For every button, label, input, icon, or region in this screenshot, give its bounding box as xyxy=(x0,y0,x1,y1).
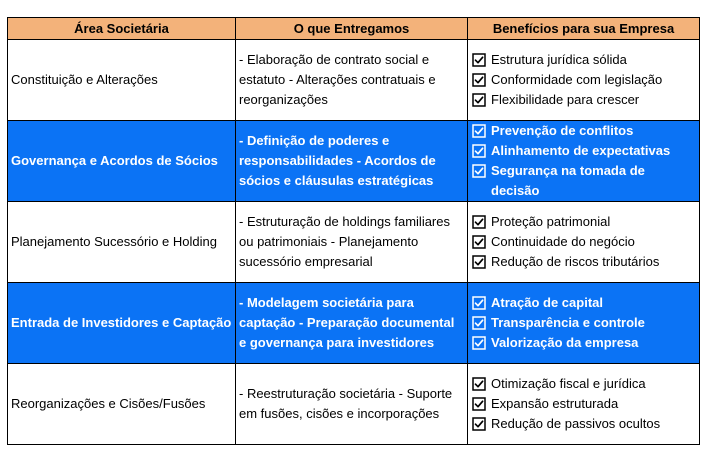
checkbox-checked-icon xyxy=(471,161,487,181)
checkbox-checked-icon xyxy=(471,232,487,252)
benefit-text: Valorização da empresa xyxy=(491,335,639,350)
checkbox-checked-icon xyxy=(471,212,487,232)
checkbox-checked-icon xyxy=(471,90,487,110)
benefit-text: Otimização fiscal e jurídica xyxy=(491,376,646,391)
benefit-item xyxy=(471,141,696,161)
checkbox-checked-icon xyxy=(471,141,487,161)
deliverables-cell: - Reestruturação societária - Suporte em fusões, cisões e incorporações xyxy=(236,364,468,445)
benefit-list xyxy=(471,293,696,353)
benefit-item xyxy=(471,252,696,272)
benefit-item xyxy=(471,90,696,110)
checkbox-checked-icon xyxy=(471,374,487,394)
benefits-cell xyxy=(468,40,700,121)
benefit-text: Redução de riscos tributários xyxy=(491,254,660,269)
benefit-text: Redução de passivos ocultos xyxy=(491,416,661,431)
table-row xyxy=(8,283,700,364)
benefit-item xyxy=(471,374,696,394)
benefit-list xyxy=(471,374,696,434)
services-table xyxy=(7,17,700,445)
header-area: Área Societária xyxy=(8,18,236,40)
table-row xyxy=(8,40,700,121)
checkbox-checked-icon xyxy=(471,121,487,141)
benefit-item xyxy=(471,161,696,201)
header-deliverables: O que Entregamos xyxy=(236,18,468,40)
checkbox-checked-icon xyxy=(471,70,487,90)
benefit-item xyxy=(471,394,696,414)
benefit-text: Alinhamento de expectativas xyxy=(491,143,671,158)
deliverables-cell: - Elaboração de contrato social e estatuto - Alterações contratuais e reorganizações xyxy=(236,40,468,121)
benefit-item xyxy=(471,313,696,333)
benefit-item xyxy=(471,414,696,434)
deliverables-cell: - Modelagem societária para captação - Preparação documental e governança para investidores xyxy=(236,283,468,364)
benefit-text: Expansão estruturada xyxy=(491,396,619,411)
area-cell: Reorganizações e Cisões/Fusões xyxy=(8,364,236,445)
benefit-text: Prevenção de conflitos xyxy=(491,123,634,138)
benefit-text: Atração de capital xyxy=(491,295,603,310)
benefit-text: Estrutura jurídica sólida xyxy=(491,52,627,67)
header-benefits: Benefícios para sua Empresa xyxy=(468,18,700,40)
deliverables-cell: - Definição de poderes e responsabilidades - Acordos de sócios e cláusulas estratégicas xyxy=(236,121,468,202)
benefit-item xyxy=(471,212,696,232)
area-cell: Governança e Acordos de Sócios xyxy=(8,121,236,202)
benefit-item xyxy=(471,50,696,70)
area-cell: Entrada de Investidores e Captação xyxy=(8,283,236,364)
benefit-text: Transparência e controle xyxy=(491,315,645,330)
benefits-cell xyxy=(468,121,700,202)
deliverables-cell: - Estruturação de holdings familiares ou patrimoniais - Planejamento sucessório empresarial xyxy=(236,202,468,283)
benefit-list xyxy=(471,121,696,201)
benefit-text: Proteção patrimonial xyxy=(491,214,611,229)
table-row xyxy=(8,364,700,445)
benefit-text: Conformidade com legislação xyxy=(491,72,663,87)
benefit-item xyxy=(471,293,696,313)
checkbox-checked-icon xyxy=(471,333,487,353)
benefit-item xyxy=(471,121,696,141)
checkbox-checked-icon xyxy=(471,414,487,434)
area-cell: Planejamento Sucessório e Holding xyxy=(8,202,236,283)
checkbox-checked-icon xyxy=(471,50,487,70)
table-body xyxy=(8,40,700,445)
checkbox-checked-icon xyxy=(471,394,487,414)
benefit-text: Continuidade do negócio xyxy=(491,234,635,249)
benefit-item xyxy=(471,333,696,353)
benefits-cell xyxy=(468,364,700,445)
benefits-cell xyxy=(468,202,700,283)
header-row xyxy=(8,18,700,40)
benefit-list xyxy=(471,50,696,110)
benefits-cell xyxy=(468,283,700,364)
benefit-text: Segurança na tomada de decisão xyxy=(491,163,645,198)
area-cell: Constituição e Alterações xyxy=(8,40,236,121)
benefit-text: Flexibilidade para crescer xyxy=(491,92,640,107)
checkbox-checked-icon xyxy=(471,313,487,333)
table-row xyxy=(8,202,700,283)
checkbox-checked-icon xyxy=(471,293,487,313)
benefit-item xyxy=(471,232,696,252)
benefit-list xyxy=(471,212,696,272)
benefit-item xyxy=(471,70,696,90)
checkbox-checked-icon xyxy=(471,252,487,272)
table-row xyxy=(8,121,700,202)
